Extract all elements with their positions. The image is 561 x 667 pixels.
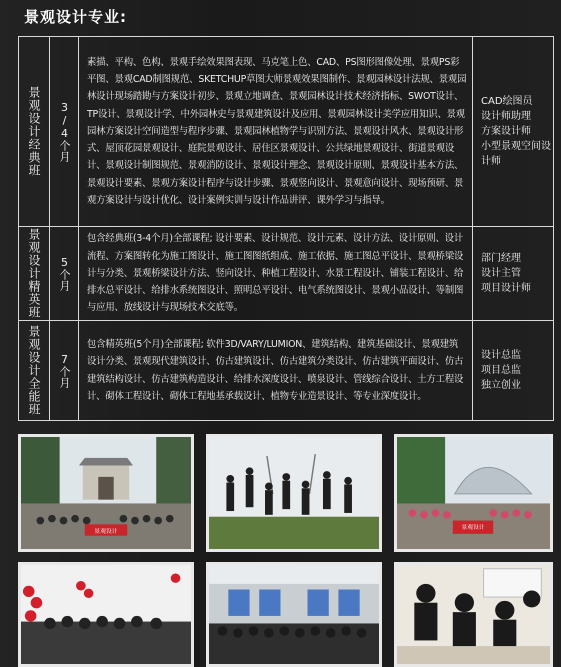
job-title: 项目总监 — [481, 365, 521, 376]
job-title: 部门经理 — [481, 253, 521, 264]
job-title: 项目设计师 — [481, 283, 531, 294]
course-table — [18, 36, 554, 421]
course-jobs-cell — [473, 321, 554, 421]
course-jobs — [473, 251, 553, 296]
photo-image — [397, 437, 550, 549]
course-name: 景观设计全能班 — [27, 325, 41, 416]
photo-image — [21, 437, 191, 549]
table-row — [19, 321, 554, 421]
course-duration: 7个月 — [58, 353, 71, 388]
course-duration: 3/4个月 — [58, 101, 71, 162]
course-content: 包含经典班(3-4个月)全部课程; 设计要素、设计规范、设计元素、设计方法、设计原则、设计流程、方案图转化为施工图设计、施工图图纸组成、施工依据、施工图总平设计、景观桥梁设计与分类、景观桥梁设计方法、竖向设计、种植工程设计、水景工程设计、铺装工程设计、给排水总平设计、给排水系统图设计、照明总平设计、电气系统图设计、景观小品设计、等制图与应用、放线设计与现场技术交底等。 — [87, 233, 464, 314]
classroom-photo-balloons — [18, 562, 194, 667]
course-jobs-cell — [473, 227, 554, 321]
course-name: 景观设计经典班 — [27, 86, 41, 177]
job-title: 独立创业 — [481, 380, 521, 391]
lecture-hall-photo — [206, 562, 382, 667]
job-title: CAD绘图员 — [481, 96, 533, 107]
banner-text: 景观设计 — [461, 525, 485, 532]
course-name: 景观设计精英班 — [27, 228, 41, 319]
photo-image — [397, 565, 550, 664]
job-title: 方案设计师 — [481, 126, 531, 137]
job-title: 设计师助理 — [481, 111, 531, 122]
course-content-cell — [79, 321, 473, 421]
course-jobs — [473, 94, 553, 169]
course-content: 包含精英班(5个月)全部课程; 软件3D/VARY/LUMION、建筑结构、建筑基础设计、景观建筑设计分类、景观现代建筑设计、仿古建筑设计、仿古建筑分类设计、仿古建筑平面设计、仿古建筑结构设计、仿古建筑构造设计、给排水深度设计、喷泉设计、管线综合设计、土方工程设计、砌体工程设计、砌体工程地基承载设计、植物专业造景设计、等专业深度设计。 — [87, 338, 464, 402]
course-name-cell — [19, 321, 50, 421]
students-photo — [394, 562, 553, 667]
section-title: 景观设计专业: — [24, 8, 127, 26]
job-title: 设计总监 — [481, 350, 521, 361]
photo-image — [209, 565, 379, 664]
job-title: 小型景观空间设计师 — [481, 141, 551, 167]
course-duration-cell — [50, 227, 79, 321]
table-row — [19, 227, 554, 321]
course-name-cell — [19, 227, 50, 321]
course-jobs-cell — [473, 37, 554, 227]
banner-text: 景观设计 — [94, 528, 118, 535]
group-photo-jump — [206, 434, 382, 552]
course-content: 素描、平构、色构、景观手绘效果图表现、马克笔上色、CAD、PS图形图像处理、景观PS彩平图、景观CAD制图规范、SKETCHUP草图大师景观效果图制作、景观园林设计法规、景观园林设计现场踏勘与方案设计初步、景观立地调查、景观园林设计技术经济指标、SWOT设计、TP设计、景观设计学、中外园林史与景观建筑设计及应用、景观园林设计美学应用知识、景观园林方案设计空间造型与程序步骤、景观园林植物学与识别方法、景观设计风水、景观设计形式、屋顶花园景观设计、庭院景观设计、居住区景观设计、公共绿地景观设计、街道景观设计、景观设计制图规范、景观消防设计、景观设计理念、景观设计原则、景观设计基本方法、景观设计要素、景观方案设计程序与设计步骤、景观竖向设计、景观意向设计、现场预研、景观方案设计与设计优化、设计案例实训与设计作品讲评、课外学习与指导。 — [87, 56, 467, 207]
course-content-cell — [79, 227, 473, 321]
course-duration-cell — [50, 37, 79, 227]
job-title: 设计主管 — [481, 268, 521, 279]
group-photo-gate — [18, 434, 194, 552]
group-photo-dome — [394, 434, 553, 552]
course-duration-cell — [50, 321, 79, 421]
course-name-cell — [19, 37, 50, 227]
photo-image — [21, 565, 191, 664]
course-duration: 5个月 — [58, 256, 71, 291]
table-row — [19, 37, 554, 227]
course-content-cell — [79, 37, 473, 227]
course-jobs — [473, 348, 553, 393]
photo-image — [209, 437, 379, 549]
